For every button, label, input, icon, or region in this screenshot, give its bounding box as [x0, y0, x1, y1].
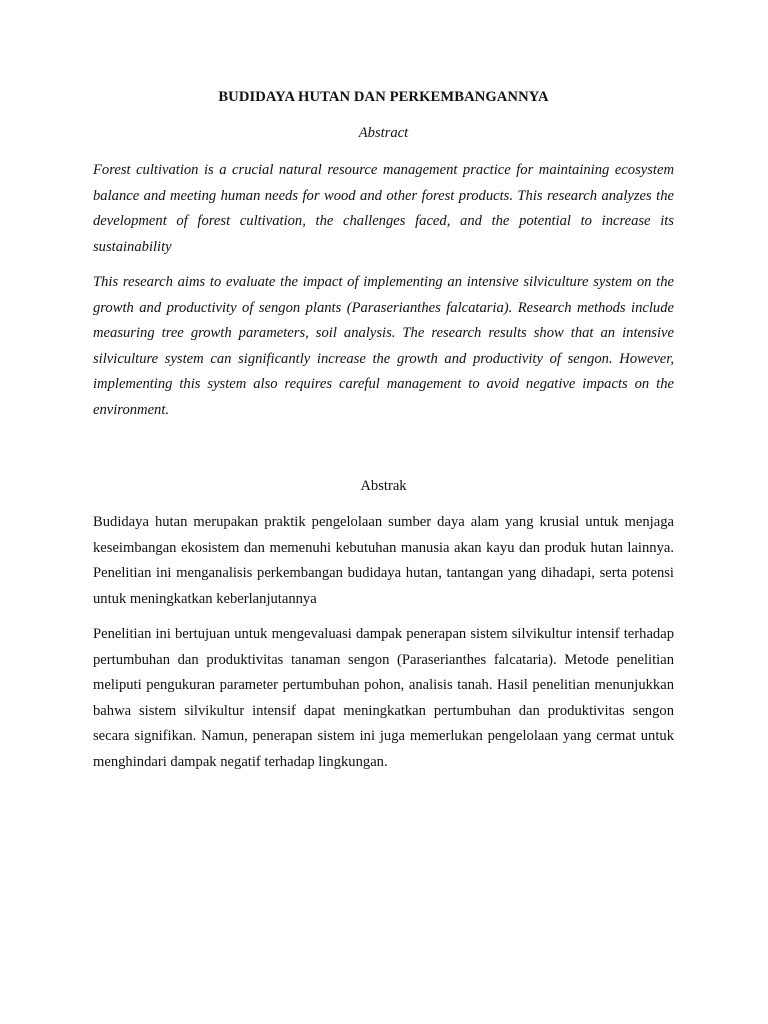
- abstract-en-paragraph-2: This research aims to evaluate the impact of implementing an intensive silviculture system on the growth and productivity of sengon plants (Paraserianthes falcataria). Research methods include measuring tree growth parameters, soil analysis. The research results show that an intensive silviculture system can significantly increase the growth and productivity of sengon. However, implementing this system also requires careful management to avoid negative impacts on the environment.: [93, 274, 674, 418]
- document-title: BUDIDAYA HUTAN DAN PERKEMBANGANNYA: [218, 89, 549, 105]
- abstract-heading-en: Abstract: [358, 125, 409, 141]
- page-content: [93, 86, 674, 775]
- abstract-en-paragraph-1: Forest cultivation is a crucial natural resource management practice for maintaining ecosystem balance and meeting human needs for wood and other forest products. This research analyzes the development of forest cultivation, the challenges faced, and the potential to increase its sustainability: [93, 162, 674, 255]
- abstract-id-paragraph-2: Penelitian ini bertujuan untuk mengevaluasi dampak penerapan sistem silvikultur intensif terhadap pertumbuhan dan produktivitas tanaman sengon (Paraserianthes falcataria). Metode penelitian meliputi pengukuran parameter pertumbuhan pohon, analisis tanah. Hasil penelitian menunjukkan bahwa sistem silvikultur intensif dapat meningkatkan pertumbuhan dan produktivitas sengon secara signifikan. Namun, penerapan sistem ini juga memerlukan pengelolaan yang cermat untuk menghindari dampak negatif terhadap lingkungan.: [93, 626, 674, 770]
- abstract-heading-id: Abstrak: [360, 478, 407, 494]
- abstract-id-paragraph-1: Budidaya hutan merupakan praktik pengelolaan sumber daya alam yang krusial untuk menjaga keseimbangan ekosistem dan memenuhi kebutuhan manusia akan kayu dan produk hutan lainnya. Penelitian ini menganalisis perkembangan budidaya hutan, tantangan yang dihadapi, serta potensi untuk meningkatkan keberlanjutannya: [93, 514, 674, 607]
